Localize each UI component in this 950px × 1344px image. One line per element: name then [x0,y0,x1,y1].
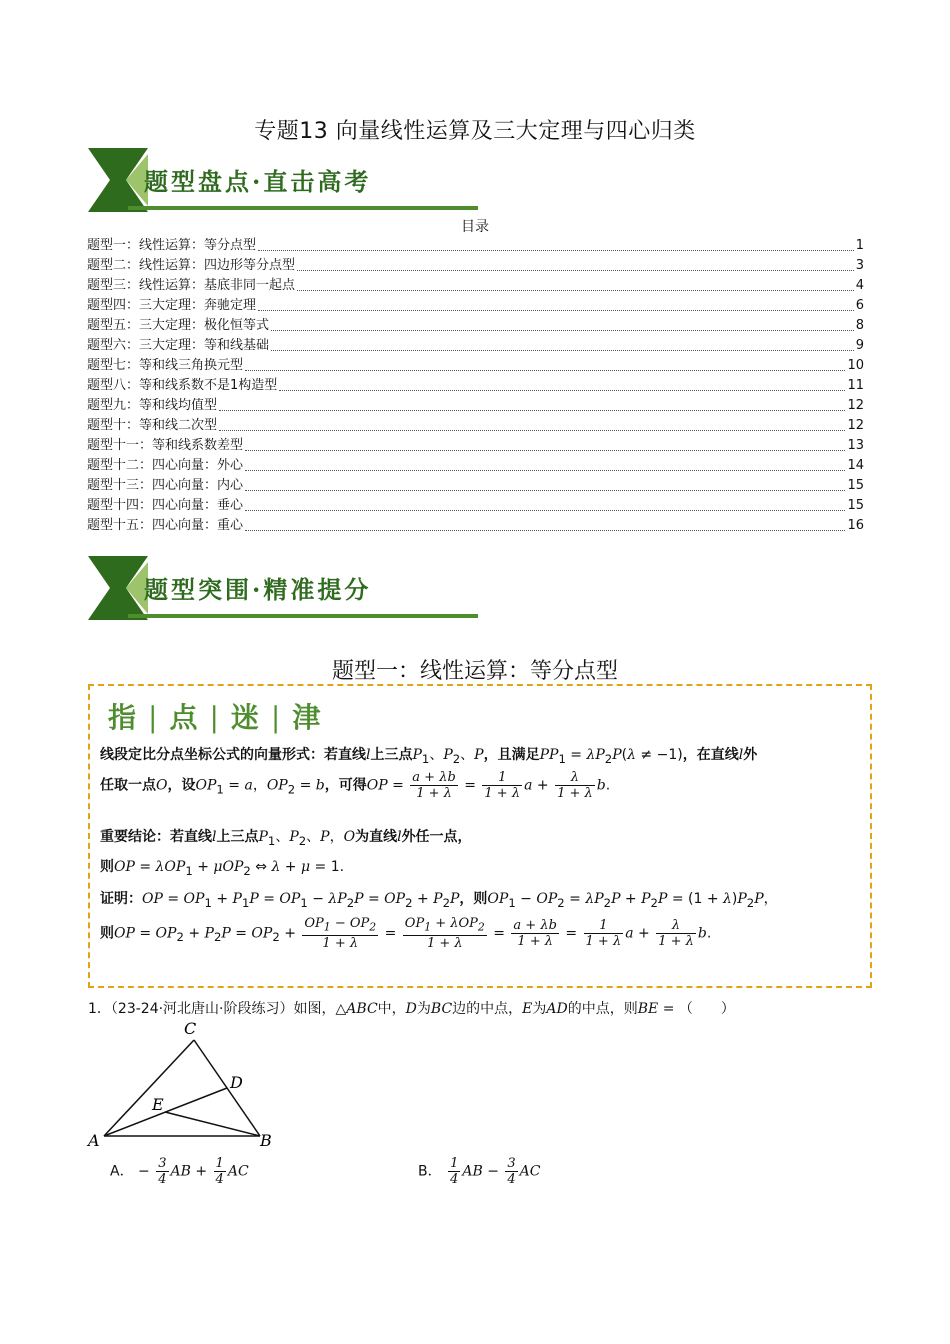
toc-item-label: 题型十：等和线二次型 [87,418,218,433]
toc-item[interactable] [87,336,864,356]
toc-item-page: 12 [847,418,864,433]
tip-line-4: 则OP = λOP$_1$ + μOP$_2$ ⇔ λ + μ = 1. [100,859,345,878]
tip-char: 津 [292,701,323,734]
toc-leader-dots [219,409,845,411]
tip-line-6: 则OP = $OP_2 + P_2P = OP_2$ + $\frac{OP_1 - OP_2}{1 + \lambda}$ = $\frac{OP_1 + \lambda OP_2}{1 + \lambda}$ = $\frac{a + \lambda b}{1 + \lambda}$ = $\frac{1}{1 + \lambda}$ a + $\frac{\lambda}{1 + \lambda}$ b. [100,916,712,951]
toc-leader-dots [258,309,854,311]
toc-item-page: 3 [855,258,864,273]
toc-item[interactable] [87,476,864,496]
question-1: 1．（23-24·河北唐山·阶段练习）如图，△ABC中，D为BC边的中点，E为AD的中点，则BE = （ ） [88,1001,735,1017]
toc-item-label: 题型一：线性运算：等分点型 [87,238,257,253]
toc-leader-dots [245,469,845,471]
triangle-figure [84,1018,284,1152]
option-b[interactable]: B． $\frac{1}{4}$ AB − $\frac{3}{4}$ AC [418,1156,541,1187]
toc-leader-dots [245,529,845,531]
toc-item-label: 题型四：三大定理：奔驰定理 [87,298,257,313]
toc-leader-dots [271,329,854,331]
option-a[interactable]: A． − $\frac{3}{4}$ AB + $\frac{1}{4}$ AC [110,1156,249,1187]
tip-char: 点 [169,701,200,734]
toc-leader-dots [279,389,845,391]
toc-item[interactable] [87,256,864,276]
tip-line-2: 任取一点O，设$OP_1 = a$，$OP_2 = b$，可得OP = $\frac{a + \lambda b}{1 + \lambda}$ = $\frac{1}{1 + \lambda}$ a + $\frac{\lambda}{1 + \lambda}$ b. [100,770,611,801]
toc-item-label: 题型十三：四心向量：内心 [87,478,244,493]
toc-leader-dots [271,349,854,351]
label-A: A [88,1131,100,1150]
toc-item-label: 题型六：三大定理：等和线基础 [87,338,270,353]
toc-leader-dots [258,249,854,251]
label-D: D [230,1073,243,1092]
toc-item[interactable] [87,516,864,536]
toc-item-label: 题型九：等和线均值型 [87,398,218,413]
table-of-contents [87,236,864,536]
toc-item[interactable] [87,456,864,476]
toc-item-label: 题型十五：四心向量：重心 [87,518,244,533]
toc-leader-dots [245,489,845,491]
toc-item[interactable] [87,436,864,456]
toc-heading: 目录 [461,219,489,235]
toc-item-page: 4 [855,278,864,293]
tip-char: 迷 [230,701,261,734]
section-title: 题型一：线性运算：等分点型 [331,659,618,684]
toc-item-page: 6 [855,298,864,313]
toc-item[interactable] [87,296,864,316]
tip-char: 指 [108,701,139,734]
toc-item-page: 11 [847,378,864,393]
toc-leader-dots [245,509,845,511]
toc-item-label: 题型三：线性运算：基底非同一起点 [87,278,296,293]
toc-leader-dots [245,449,845,451]
toc-item-label: 题型十二：四心向量：外心 [87,458,244,473]
toc-item-page: 15 [847,498,864,513]
toc-item-label: 题型七：等和线三角换元型 [87,358,244,373]
toc-item-label: 题型五：三大定理：极化恒等式 [87,318,270,333]
label-E: E [152,1095,164,1114]
banner-practice-text: 题型突围·精准提分 [144,575,372,604]
toc-item-page: 15 [847,478,864,493]
tip-line-1: 线段定比分点坐标公式的向量形式：若直线l上三点$P_1$、$P_2$、P，且满足$PP_1 = \lambda P_2P(\lambda \ne -1)$，在直线l外 [100,747,758,766]
toc-leader-dots [245,369,845,371]
document-title: 专题13 向量线性运算及三大定理与四心归类 [254,119,696,144]
toc-item-label: 题型十一：等和线系数差型 [87,438,244,453]
label-C: C [184,1019,197,1038]
banner-overview [88,148,478,212]
label-B: B [260,1131,272,1150]
toc-leader-dots [219,429,845,431]
toc-item[interactable] [87,236,864,256]
toc-item-page: 16 [847,518,864,533]
banner-overview-text: 题型盘点·直击高考 [144,167,372,196]
toc-item[interactable] [87,316,864,336]
toc-item-page: 14 [847,458,864,473]
toc-item-page: 1 [855,238,864,253]
toc-item-page: 8 [855,318,864,333]
toc-item[interactable] [87,276,864,296]
toc-item[interactable] [87,496,864,516]
tip-line-3: 重要结论：若直线l上三点$P_1$、$P_2$、P，O为直线l外任一点， [100,829,472,848]
toc-leader-dots [297,289,854,291]
toc-leader-dots [297,269,854,271]
toc-item-page: 10 [847,358,864,373]
toc-item[interactable] [87,416,864,436]
toc-item-page: 13 [847,438,864,453]
toc-item-page: 9 [855,338,864,353]
tip-box [88,684,872,988]
toc-item-label: 题型二：线性运算：四边形等分点型 [87,258,296,273]
toc-item-label: 题型八：等和线系数不是1构造型 [87,378,278,393]
toc-item-page: 12 [847,398,864,413]
banner-practice [88,556,478,620]
toc-item[interactable] [87,356,864,376]
toc-item-label: 题型十四：四心向量：垂心 [87,498,244,513]
tip-line-5: 证明：OP = $OP_1 + P_1P = OP_1 - \lambda P_2P = OP_2 + P_2P$，则$OP_1 - OP_2 = \lambda P_2P + P_2P = (1 + \lambda)P_2P$， [100,891,778,910]
toc-item[interactable] [87,376,864,396]
tip-heading: 指 | 点 | 迷 | 津 [108,701,323,734]
toc-item[interactable] [87,396,864,416]
